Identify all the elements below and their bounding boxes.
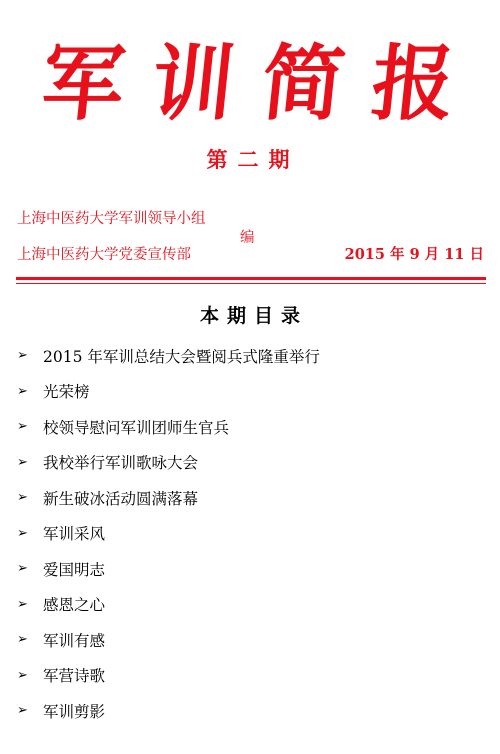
toc-item[interactable] (17, 693, 320, 729)
toc-item[interactable] (17, 480, 320, 516)
toc-list (17, 338, 320, 729)
arrow-bullet-icon: ➢ (17, 667, 28, 683)
toc-item[interactable] (17, 338, 320, 374)
editor-org-1: 上海中医药大学军训领导小组 (17, 211, 206, 227)
toc-item-label: 光荣榜 (43, 383, 90, 402)
toc-item[interactable] (17, 409, 320, 445)
masthead-char: 训 (147, 37, 240, 132)
arrow-bullet-icon: ➢ (17, 383, 28, 399)
toc-title: 本期目录 (199, 305, 308, 327)
masthead-char: 军 (37, 37, 130, 132)
masthead-title (0, 37, 500, 132)
toc-item[interactable] (17, 551, 320, 587)
issue-number: 第二期 (206, 147, 300, 172)
toc-item[interactable] (17, 516, 320, 552)
toc-item-label: 校领导慰问军训团师生官兵 (43, 418, 230, 437)
toc-item-label: 军营诗歌 (43, 667, 106, 686)
toc-item-label: 感恩之心 (43, 596, 106, 615)
toc-item-label: 爱国明志 (43, 560, 106, 579)
arrow-bullet-icon: ➢ (17, 454, 28, 470)
header-divider-thin (16, 283, 486, 284)
arrow-bullet-icon: ➢ (17, 632, 28, 648)
arrow-bullet-icon: ➢ (17, 596, 28, 612)
arrow-bullet-icon: ➢ (17, 561, 28, 577)
masthead-char: 简 (257, 37, 350, 132)
arrow-bullet-icon: ➢ (17, 419, 28, 435)
publish-date: 2015 年 9 月 11 日 (344, 246, 484, 263)
toc-item[interactable] (17, 622, 320, 658)
toc-item[interactable] (17, 374, 320, 410)
arrow-bullet-icon: ➢ (17, 703, 28, 719)
toc-item[interactable] (17, 658, 320, 694)
toc-item-label: 新生破冰活动圆满落幕 (43, 489, 199, 508)
arrow-bullet-icon: ➢ (17, 348, 28, 364)
masthead-char: 报 (367, 37, 460, 132)
toc-item-label: 军训有感 (43, 631, 106, 650)
editor-org-2: 上海中医药大学党委宣传部 (17, 247, 191, 263)
toc-item[interactable] (17, 445, 320, 481)
toc-item-label: 2015 年军训总结大会暨阅兵式隆重举行 (43, 347, 320, 366)
header-divider-thick (16, 277, 486, 280)
toc-item[interactable] (17, 587, 320, 623)
toc-item-label: 军训采风 (43, 525, 106, 544)
toc-item-label: 军训剪影 (43, 702, 106, 721)
edit-label: 编 (240, 230, 255, 246)
arrow-bullet-icon: ➢ (17, 490, 28, 506)
toc-item-label: 我校举行军训歌咏大会 (43, 454, 199, 473)
arrow-bullet-icon: ➢ (17, 525, 28, 541)
